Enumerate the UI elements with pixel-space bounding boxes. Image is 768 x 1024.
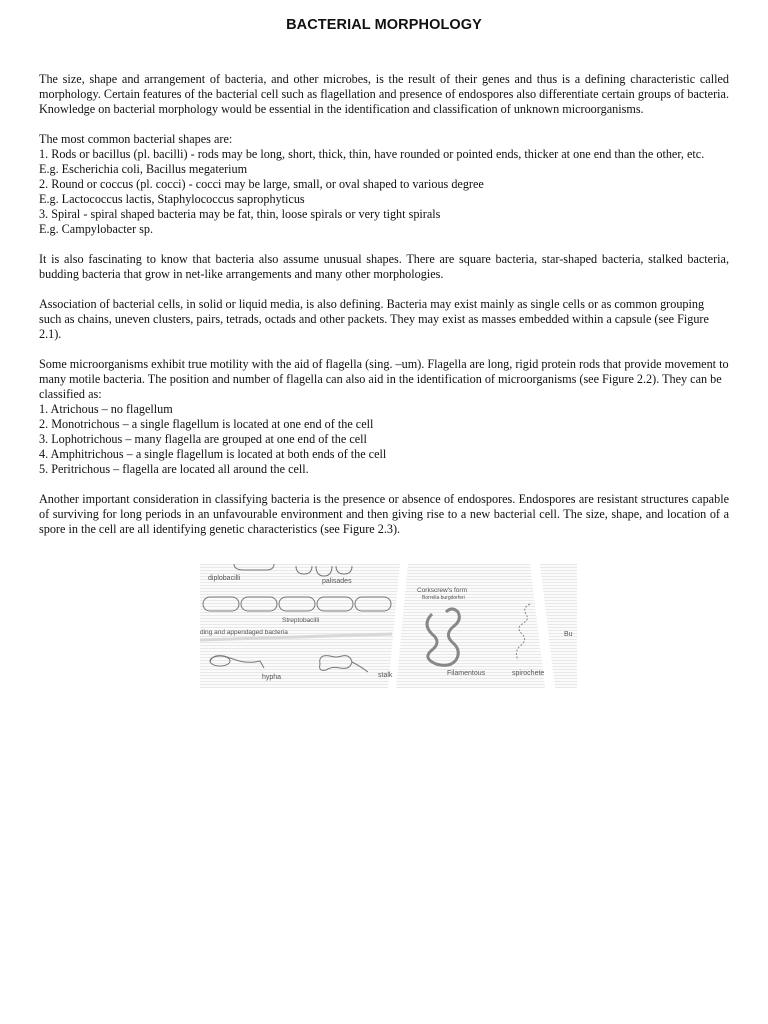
bacterial-shapes-figure — [200, 564, 577, 688]
label-corkscrew: Corkscrew's form — [417, 587, 467, 594]
figure-panel-right — [540, 564, 577, 688]
label-hypha: hypha — [262, 674, 282, 681]
figure-panel-left — [200, 564, 400, 688]
label-streptobacilli: Streptobacilli — [282, 617, 320, 624]
intro-paragraph: The size, shape and arrangement of bacteria, and other microbes, is the result of their genes and thus is a defining characteristic called morphology. Certain features of the bacterial cell such as flagellation and presence of endospores also differentiate certain groups of bacteria. Knowledge on bacterial morphology would be essential in the identification and classification of unknown microorganisms. — [39, 72, 729, 116]
shapes-section — [39, 132, 729, 237]
label-bu: Bu — [564, 631, 573, 638]
shapes-example-cocci: E.g. Lactococcus lactis, Staphylococcus saprophyticus — [39, 192, 305, 206]
document-body — [39, 72, 729, 552]
shapes-item-rods: 1. Rods or bacillus (pl. bacilli) - rods may be long, short, thick, thin, have rounded or pointed ends, thicker at one end than the other, etc. — [39, 147, 705, 161]
label-spirochete: spirochete — [512, 670, 545, 677]
page-title: BACTERIAL MORPHOLOGY — [286, 17, 482, 33]
shapes-item-spiral: 3. Spiral - spiral shaped bacteria may be fat, thin, loose spirals or very tight spirals — [39, 207, 441, 221]
label-filamentous: Filamentous — [447, 670, 486, 677]
flagella-item-monotrichous: 2. Monotrichous – a single flagellum is located at one end of the cell — [39, 417, 374, 431]
label-borrelia: Borrelia burgdorferi — [422, 595, 465, 601]
endospore-paragraph: Another important consideration in classifying bacteria is the presence or absence of endospores. Endospores are resistant structures capable of surviving for long periods in an unfavourable environment and then giving rise to a new bacterial cell. The size, shape, and location of a spore in the cell are all identifying genetic characteristics (see Figure 2.3). — [39, 492, 729, 536]
shapes-example-rods: E.g. Escherichia coli, Bacillus megaterium — [39, 162, 248, 176]
shapes-example-spiral: E.g. Campylobacter sp. — [39, 222, 154, 236]
flagella-section — [39, 357, 729, 477]
flagella-item-atrichous: 1. Atrichous – no flagellum — [39, 402, 173, 416]
flagella-intro: Some microorganisms exhibit true motility with the aid of flagella (sing. –um). Flagella are long, rigid protein rods that provide movement to many motile bacteria. The position and number of flagella can also aid in the identification of microorganisms (see Figure 2.2). They can be classified as: — [39, 357, 729, 401]
unusual-shapes-paragraph: It is also fascinating to know that bacteria also assume unusual shapes. There are square bacteria, star-shaped bacteria, stalked bacteria, budding bacteria that grow in net-like arrangements and many other morphologies. — [39, 252, 729, 281]
flagella-item-peritrichous: 5. Peritrichous – flagella are located all around the cell. — [39, 462, 309, 476]
label-budding: ding and appendaged bacteria — [200, 629, 288, 636]
association-paragraph: Association of bacterial cells, in solid or liquid media, is also defining. Bacteria may exist mainly as single cells or as common grouping such as chains, uneven clusters, pairs, tetrads, octads and other packets. They may exist as masses embedded within a capsule (see Figure 2.1). — [39, 297, 709, 341]
flagella-item-amphitrichous: 4. Amphitrichous – a single flagellum is located at both ends of the cell — [39, 447, 387, 461]
label-palisades: palisades — [322, 578, 352, 585]
shapes-intro: The most common bacterial shapes are: — [39, 132, 233, 146]
label-stalk: stalk — [378, 672, 393, 679]
shapes-item-cocci: 2. Round or coccus (pl. cocci) - cocci may be large, small, or oval shaped to various degree — [39, 177, 484, 191]
flagella-item-lophotrichous: 3. Lophotrichous – many flagella are grouped at one end of the cell — [39, 432, 367, 446]
figure-illustration — [200, 564, 577, 688]
label-diplobacilli: diplobacilli — [208, 575, 241, 582]
